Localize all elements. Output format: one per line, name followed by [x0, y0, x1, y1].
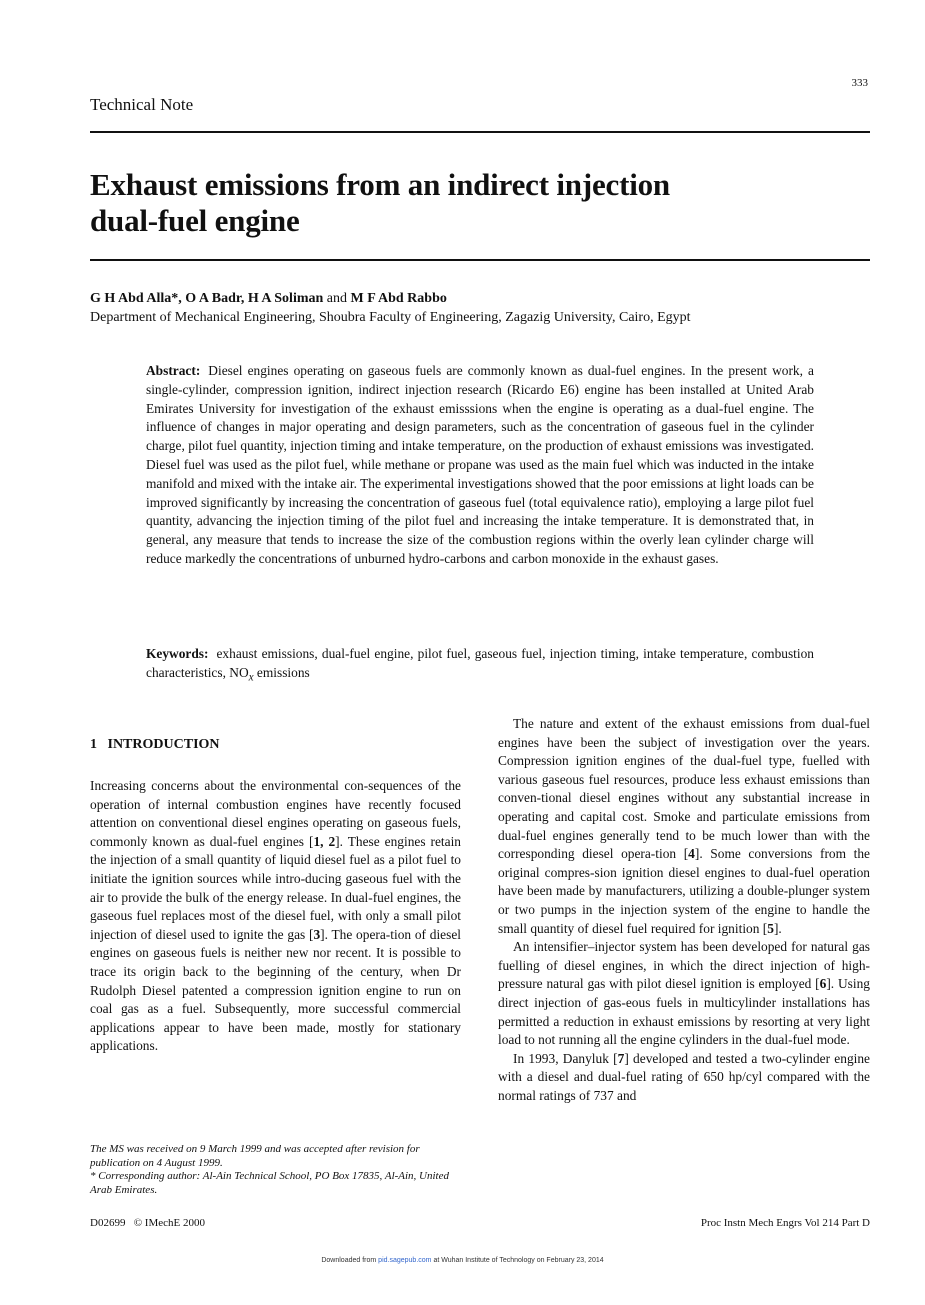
- download-notice: [0, 1257, 925, 1264]
- authors-main: G H Abd Alla*, O A Badr, H A Soliman: [90, 291, 324, 306]
- section-label: Technical Note: [90, 95, 194, 114]
- right-column: [498, 715, 870, 1105]
- text-run: ]. Some conversions from the original compres-sion ignition diesel engines to dual-fuel operation have been made by manufacturers, utilizing a double-plunger system or two pumps in the injection system of the engine to handle the small quantity of diesel fuel required for ignition [: [498, 846, 870, 936]
- text-run: ] developed and tested a two-cylinder engine with a diesel and dual-fuel rating of 650 hp/cyl compared with the normal ratings of 737 and: [498, 1050, 870, 1103]
- text-run: The nature and extent of the exhaust emissions from dual-fuel engines have been the subject of investigation over the years. Compression ignition engines of the dual-fuel type, fuelled with various gaseous fuel resources, produce less exhaust emissions than conven-tional diesel engines without any substantial increase in operating and capital cost. Smoke and particulate emissions from dual-fuel engines generally tend to be much lower than with the corresponding diesel opera-tion [: [498, 716, 870, 862]
- title-line-2: dual-fuel engine: [90, 203, 300, 238]
- title-line-1: Exhaust emissions from an indirect injection: [90, 167, 670, 202]
- text-run: ].: [773, 920, 782, 936]
- citation[interactable]: 6: [819, 976, 827, 992]
- paragraph: [498, 938, 870, 1050]
- paragraph: [498, 715, 870, 938]
- page-number: 333: [851, 77, 868, 89]
- affiliation: Department of Mechanical Engineering, Shoubra Faculty of Engineering, Zagazig University, Cairo, Egypt: [90, 310, 691, 325]
- text-run: ]. Using direct injection of gas-eous fuels in multicylinder installations has permitted a reduction in exhaust emissions by resorting at very light load to not running all the engine cylinders in the dual-fuel mode.: [498, 976, 870, 1048]
- text-run: Increasing concerns about the environmental con-sequences of the operation of internal combustion engines have recently focused attention on conventional diesel engines operating on gaseous fuels, commonly known as dual-fuel engines [: [90, 778, 461, 849]
- authors: [90, 291, 447, 307]
- keywords: [146, 645, 814, 687]
- paper-title: [90, 167, 850, 239]
- footer-right: Proc Instn Mech Engrs Vol 214 Part D: [700, 1217, 870, 1229]
- intro-paragraph: [90, 777, 461, 1056]
- footer-left: D02699 © IMechE 2000: [90, 1217, 205, 1229]
- citation[interactable]: 1, 2: [313, 833, 336, 849]
- footnote-received: The MS was received on 9 March 1999 and was accepted after revision for publication on 4 August 1999.: [90, 1143, 420, 1169]
- abstract: [146, 362, 814, 569]
- download-suffix: at Wuhan Institute of Technology on February 23, 2014: [431, 1257, 604, 1264]
- top-rule: [90, 131, 870, 133]
- citation[interactable]: 4: [688, 846, 695, 862]
- authors-last: M F Abd Rabbo: [350, 291, 447, 306]
- keywords-subscript: x: [248, 671, 254, 684]
- text-run: ]. The opera-tion of diesel engines on gaseous fuels is neither new nor recent. It is possible to trace its origin back to the beginning of the century, when Dr Rudolph Diesel patented a compression ignition engine to run on coal gas as a fuel. Subsequently, more successful commercial applications appear to have been made, mostly for stationary applications.: [90, 926, 461, 1054]
- citation[interactable]: 3: [313, 926, 321, 942]
- footnote-corresponding: * Corresponding author: Al-Ain Technical School, PO Box 17835, Al-Ain, United Arab Emirates.: [90, 1170, 449, 1196]
- download-link[interactable]: pid.sagepub.com: [378, 1257, 432, 1264]
- title-rule: [90, 259, 870, 261]
- keywords-text: exhaust emissions, dual-fuel engine, pilot fuel, gaseous fuel, injection timing, intake temperature, combustion characteristics, NO: [146, 646, 814, 680]
- paragraph: [498, 1050, 870, 1106]
- text-run: An intensifier–injector system has been developed for natural gas fuelling of diesel engines, in which the direct injection of high-pressure natural gas with pilot diesel ignition is employed [: [498, 939, 870, 992]
- citation[interactable]: 5: [767, 920, 774, 936]
- section-heading: 1 INTRODUCTION: [90, 737, 220, 752]
- citation[interactable]: 7: [617, 1050, 625, 1066]
- abstract-label: Abstract:: [146, 363, 201, 378]
- left-column: [90, 777, 461, 1056]
- authors-and: and: [323, 291, 351, 306]
- download-prefix: Downloaded from: [321, 1257, 379, 1264]
- text-run: ]. These engines retain the injection of a small quantity of liquid diesel fuel as a pilot fuel to initiate the ignition sources while intro-ducing gaseous fuel with the air to provide the bulk of the energy release. In dual-fuel engines, the gaseous fuel replaces most of the diesel fuel, with only a small pilot injection of diesel used to ignite the gas [: [90, 833, 461, 942]
- footnote: [90, 1143, 461, 1197]
- keywords-tail: emissions: [253, 664, 310, 680]
- text-run: In 1993, Danyluk [: [513, 1050, 618, 1066]
- abstract-text: Diesel engines operating on gaseous fuels are commonly known as dual-fuel engines. In the present work, a single-cylinder, compression ignition, indirect injection research (Ricardo E6) engine has been installed at United Arab Emirates University for investigation of the exhaust emisssions when the engine is operating as a dual-fuel engine. The influence of changes in major operating and design parameters, such as the concentration of gaseous fuel in the cylinder charge, pilot fuel quantity, injection timing and intake temperature, on the production of exhaust emissions was investigated. Diesel fuel was used as the pilot fuel, while methane or propane was used as the main fuel which was inducted in the intake manifold and mixed with the intake air. The experimental investigations showed that the poor emissions at light loads can be improved significantly by increasing the concentration of gaseous fuel (total equivalence ratio), employing a large pilot fuel quantity, advancing the injection timing of the pilot fuel and increasing the intake temperature. It is demonstrated that, in general, any measure that tends to increase the size of the combustion regions within the overly lean cylinder charge will reduce markedly the concentrations of unburned hydro-carbons and carbon monoxide in the exhaust gases.: [146, 363, 814, 566]
- keywords-label: Keywords:: [146, 646, 209, 661]
